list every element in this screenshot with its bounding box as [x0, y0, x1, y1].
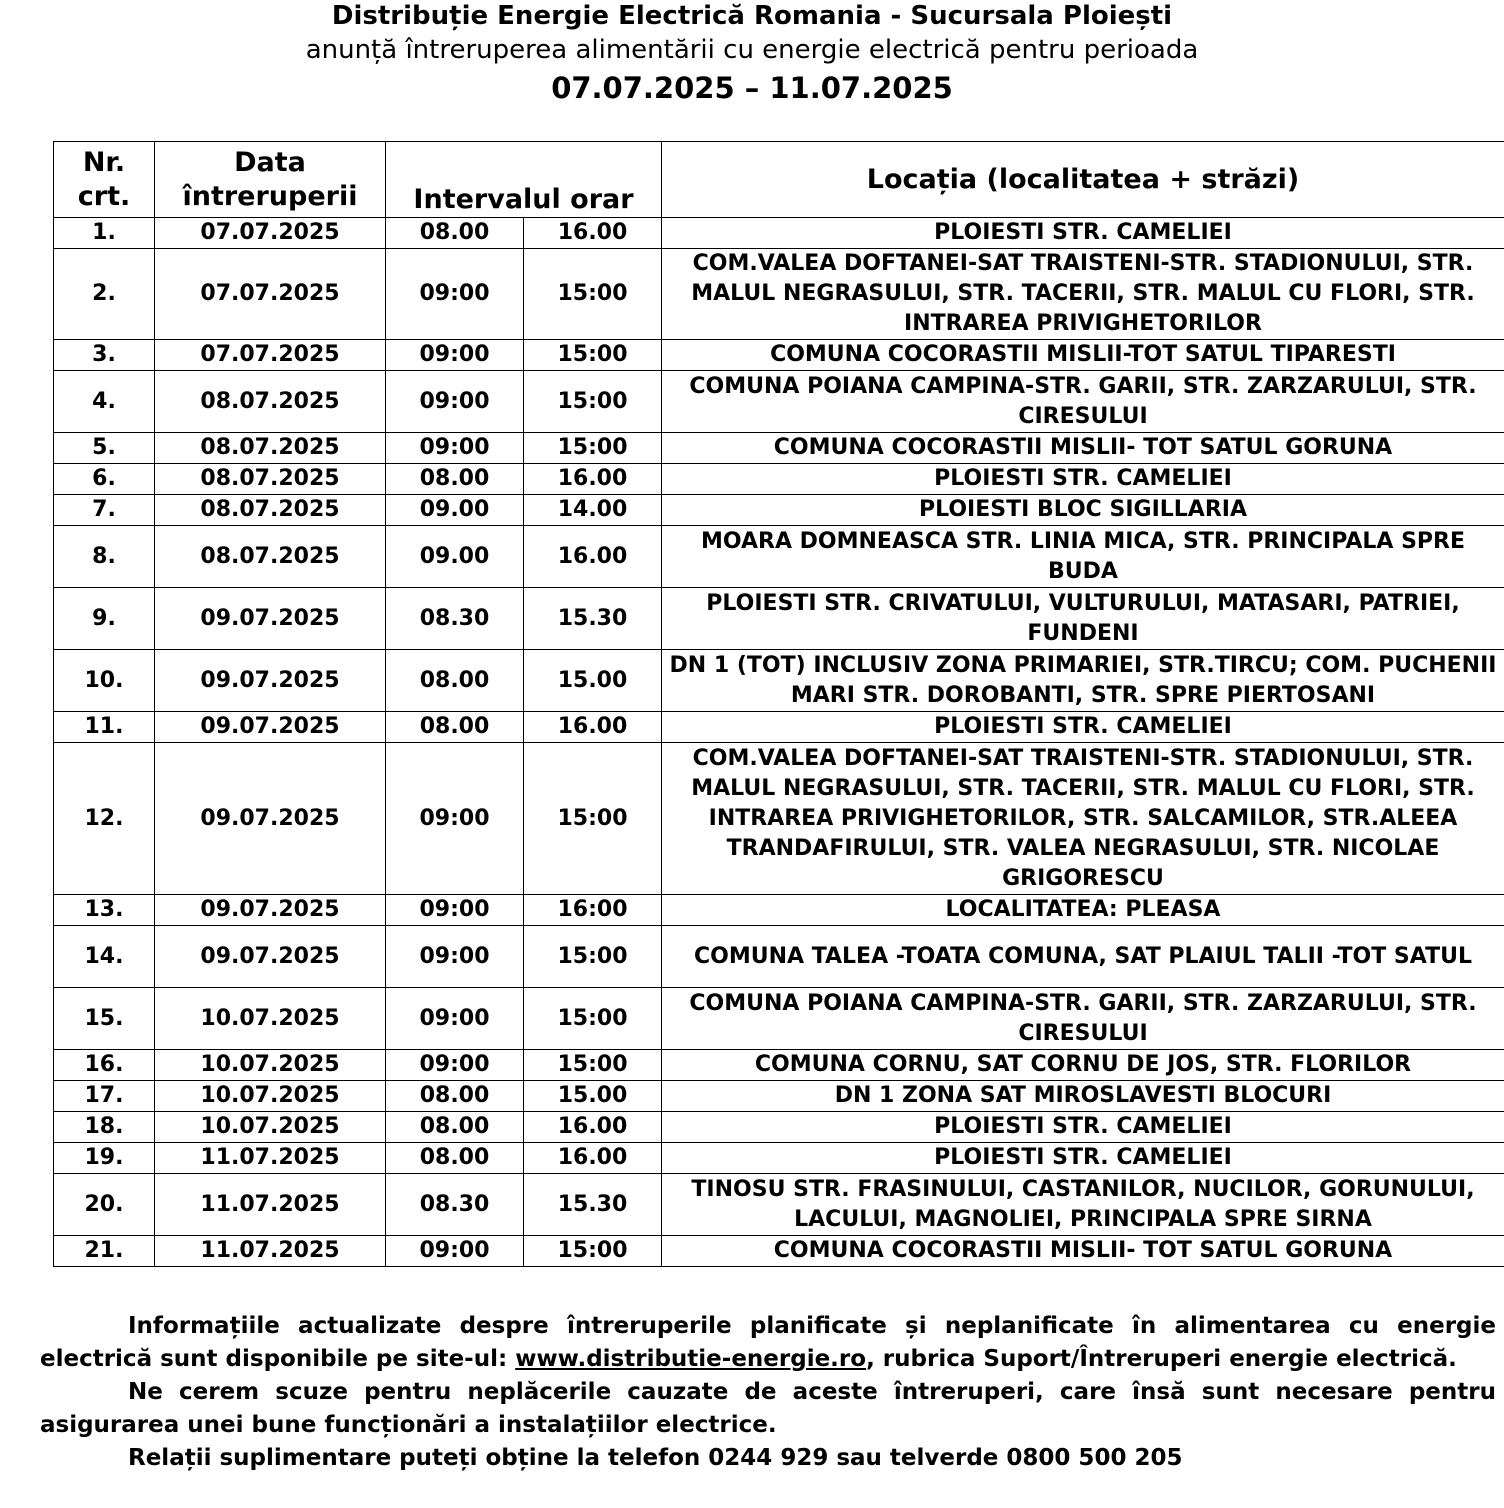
cell-date: 10.07.2025 — [155, 1050, 386, 1081]
cell-start-time: 08.00 — [386, 1112, 524, 1143]
cell-nr: 13. — [54, 895, 155, 926]
cell-nr: 16. — [54, 1050, 155, 1081]
cell-start-time: 08.00 — [386, 218, 524, 249]
cell-end-time: 16.00 — [524, 526, 662, 588]
table-row — [54, 340, 1504, 371]
cell-end-time: 15:00 — [524, 249, 662, 340]
cell-date: 07.07.2025 — [155, 218, 386, 249]
cell-nr: 6. — [54, 464, 155, 495]
cell-date: 08.07.2025 — [155, 526, 386, 588]
table-row — [54, 1236, 1504, 1267]
cell-start-time: 09:00 — [386, 433, 524, 464]
document-title: Distribuție Energie Electrică Romania - Sucursala Ploiești — [331, 1, 1173, 31]
cell-end-time: 16.00 — [524, 1112, 662, 1143]
cell-location: PLOIESTI STR. CRIVATULUI, VULTURULUI, MATASARI, PATRIEI, FUNDENI — [662, 588, 1504, 650]
footer-notes — [40, 1310, 1496, 1475]
cell-location: PLOIESTI STR. CAMELIEI — [662, 1112, 1504, 1143]
cell-location: COMUNA TALEA -TOATA COMUNA, SAT PLAIUL TALII -TOT SATUL — [662, 926, 1504, 988]
cell-nr: 1. — [54, 218, 155, 249]
cell-end-time: 15:00 — [524, 433, 662, 464]
document-period: 07.07.2025 – 11.07.2025 — [551, 71, 953, 105]
cell-start-time: 08.30 — [386, 1174, 524, 1236]
cell-start-time: 09:00 — [386, 1236, 524, 1267]
cell-end-time: 15:00 — [524, 340, 662, 371]
cell-end-time: 15.30 — [524, 588, 662, 650]
cell-location: LOCALITATEA: PLEASA — [662, 895, 1504, 926]
cell-date: 08.07.2025 — [155, 464, 386, 495]
header-nr: Nr. crt. — [54, 142, 155, 218]
table-row — [54, 371, 1504, 433]
cell-nr: 19. — [54, 1143, 155, 1174]
table-header-row — [54, 142, 1504, 218]
cell-end-time: 15:00 — [524, 1236, 662, 1267]
cell-nr: 14. — [54, 926, 155, 988]
cell-end-time: 16:00 — [524, 895, 662, 926]
cell-nr: 9. — [54, 588, 155, 650]
cell-start-time: 09:00 — [386, 743, 524, 895]
cell-nr: 18. — [54, 1112, 155, 1143]
cell-date: 09.07.2025 — [155, 926, 386, 988]
table-row — [54, 712, 1504, 743]
cell-location: DN 1 (TOT) INCLUSIV ZONA PRIMARIEI, STR.TIRCU; COM. PUCHENII MARI STR. DOROBANTI, STR. SPRE PIERTOSANI — [662, 650, 1504, 712]
cell-start-time: 08.00 — [386, 650, 524, 712]
cell-end-time: 15:00 — [524, 926, 662, 988]
cell-end-time: 15.30 — [524, 1174, 662, 1236]
footer-info-text: Informațiile actualizate despre întreruperile planificate și neplanificate în alimentarea cu energie electrică sunt disponibile pe site-ul: — [40, 1313, 1496, 1372]
cell-date: 08.07.2025 — [155, 433, 386, 464]
cell-end-time: 15:00 — [524, 371, 662, 433]
cell-date: 09.07.2025 — [155, 650, 386, 712]
table-row — [54, 1081, 1504, 1112]
cell-start-time: 09.00 — [386, 526, 524, 588]
cell-nr: 7. — [54, 495, 155, 526]
cell-location: DN 1 ZONA SAT MIROSLAVESTI BLOCURI — [662, 1081, 1504, 1112]
table-row — [54, 218, 1504, 249]
cell-start-time: 09:00 — [386, 988, 524, 1050]
table-row — [54, 433, 1504, 464]
table-row — [54, 895, 1504, 926]
cell-nr: 2. — [54, 249, 155, 340]
table-row — [54, 249, 1504, 340]
header-interval: Intervalul orar — [386, 142, 662, 218]
cell-location: COMUNA CORNU, SAT CORNU DE JOS, STR. FLORILOR — [662, 1050, 1504, 1081]
cell-end-time: 14.00 — [524, 495, 662, 526]
table-row — [54, 1050, 1504, 1081]
header-data: Data întreruperii — [155, 142, 386, 218]
table-body — [54, 218, 1504, 1267]
cell-location: COMUNA COCORASTII MISLII- TOT SATUL GORUNA — [662, 1236, 1504, 1267]
footer-apology-paragraph: Ne cerem scuze pentru neplăcerile cauzate de aceste întreruperi, care însă sunt necesare pentru asigurarea unei bune funcționări a instalațiilor electrice. — [40, 1379, 1496, 1438]
table-row — [54, 588, 1504, 650]
website-link[interactable]: www.distributie-energie.ro — [515, 1346, 867, 1372]
cell-date: 11.07.2025 — [155, 1236, 386, 1267]
cell-date: 08.07.2025 — [155, 495, 386, 526]
cell-location: COMUNA COCORASTII MISLII-TOT SATUL TIPARESTI — [662, 340, 1504, 371]
cell-nr: 4. — [54, 371, 155, 433]
cell-nr: 17. — [54, 1081, 155, 1112]
cell-start-time: 08.00 — [386, 1143, 524, 1174]
cell-start-time: 09:00 — [386, 371, 524, 433]
cell-nr: 11. — [54, 712, 155, 743]
cell-start-time: 08.00 — [386, 1081, 524, 1112]
cell-date: 11.07.2025 — [155, 1143, 386, 1174]
cell-start-time: 09.00 — [386, 495, 524, 526]
cell-nr: 15. — [54, 988, 155, 1050]
cell-location: PLOIESTI STR. CAMELIEI — [662, 218, 1504, 249]
cell-start-time: 08.00 — [386, 464, 524, 495]
cell-location: MOARA DOMNEASCA STR. LINIA MICA, STR. PRINCIPALA SPRE BUDA — [662, 526, 1504, 588]
cell-location: PLOIESTI BLOC SIGILLARIA — [662, 495, 1504, 526]
cell-date: 09.07.2025 — [155, 895, 386, 926]
table-row — [54, 1112, 1504, 1143]
footer-info-text-end: , rubrica Suport/Întreruperi energie electrică. — [866, 1346, 1457, 1372]
cell-end-time: 16.00 — [524, 218, 662, 249]
cell-end-time: 16.00 — [524, 712, 662, 743]
cell-date: 10.07.2025 — [155, 988, 386, 1050]
cell-start-time: 09:00 — [386, 926, 524, 988]
header-locatia: Locația (localitatea + străzi) — [662, 142, 1504, 218]
cell-date: 07.07.2025 — [155, 249, 386, 340]
cell-nr: 12. — [54, 743, 155, 895]
cell-date: 07.07.2025 — [155, 340, 386, 371]
cell-date: 09.07.2025 — [155, 588, 386, 650]
table-row — [54, 464, 1504, 495]
table-row — [54, 650, 1504, 712]
cell-location: COMUNA COCORASTII MISLII- TOT SATUL GORUNA — [662, 433, 1504, 464]
cell-nr: 3. — [54, 340, 155, 371]
cell-date: 09.07.2025 — [155, 743, 386, 895]
cell-date: 10.07.2025 — [155, 1112, 386, 1143]
cell-end-time: 15:00 — [524, 988, 662, 1050]
table-row — [54, 988, 1504, 1050]
cell-location: COMUNA POIANA CAMPINA-STR. GARII, STR. ZARZARULUI, STR. CIRESULUI — [662, 988, 1504, 1050]
cell-date: 08.07.2025 — [155, 371, 386, 433]
cell-start-time: 08.00 — [386, 712, 524, 743]
table-row — [54, 495, 1504, 526]
cell-location: PLOIESTI STR. CAMELIEI — [662, 712, 1504, 743]
cell-date: 11.07.2025 — [155, 1174, 386, 1236]
table-row — [54, 743, 1504, 895]
footer-info-paragraph — [40, 1310, 1496, 1376]
cell-nr: 21. — [54, 1236, 155, 1267]
table-row — [54, 1174, 1504, 1236]
cell-start-time: 08.30 — [386, 588, 524, 650]
cell-nr: 10. — [54, 650, 155, 712]
cell-end-time: 16.00 — [524, 464, 662, 495]
cell-start-time: 09:00 — [386, 1050, 524, 1081]
cell-end-time: 15.00 — [524, 650, 662, 712]
cell-nr: 20. — [54, 1174, 155, 1236]
cell-end-time: 15:00 — [524, 743, 662, 895]
footer-contact-paragraph: Relații suplimentare puteți obține la telefon 0244 929 sau telverde 0800 500 205 — [128, 1445, 1183, 1471]
cell-end-time: 15:00 — [524, 1050, 662, 1081]
cell-location: PLOIESTI STR. CAMELIEI — [662, 464, 1504, 495]
outage-table — [53, 141, 1504, 1267]
cell-location: TINOSU STR. FRASINULUI, CASTANILOR, NUCILOR, GORUNULUI, LACULUI, MAGNOLIEI, PRINCIPALA SPRE SIRNA — [662, 1174, 1504, 1236]
cell-location: COM.VALEA DOFTANEI-SAT TRAISTENI-STR. STADIONULUI, STR. MALUL NEGRASULUI, STR. TACERII, STR. MALUL CU FLORI, STR. INTRAREA PRIVIGHETORILOR — [662, 249, 1504, 340]
cell-location: COM.VALEA DOFTANEI-SAT TRAISTENI-STR. STADIONULUI, STR. MALUL NEGRASULUI, STR. TACERII, STR. MALUL CU FLORI, STR. INTRAREA PRIVIGHETORILOR, STR. SALCAMILOR, STR.ALEEA TRANDAFIRULUI, STR. VALEA NEGRASULUI, STR. NICOLAE GRIGORESCU — [662, 743, 1504, 895]
cell-nr: 5. — [54, 433, 155, 464]
cell-location: PLOIESTI STR. CAMELIEI — [662, 1143, 1504, 1174]
cell-start-time: 09:00 — [386, 895, 524, 926]
cell-location: COMUNA POIANA CAMPINA-STR. GARII, STR. ZARZARULUI, STR. CIRESULUI — [662, 371, 1504, 433]
document-subtitle: anunță întreruperea alimentării cu energie electrică pentru perioada — [305, 35, 1199, 65]
cell-start-time: 09:00 — [386, 249, 524, 340]
table-row — [54, 926, 1504, 988]
cell-end-time: 16.00 — [524, 1143, 662, 1174]
cell-start-time: 09:00 — [386, 340, 524, 371]
table-row — [54, 1143, 1504, 1174]
cell-date: 09.07.2025 — [155, 712, 386, 743]
cell-end-time: 15.00 — [524, 1081, 662, 1112]
table-row — [54, 526, 1504, 588]
cell-date: 10.07.2025 — [155, 1081, 386, 1112]
cell-nr: 8. — [54, 526, 155, 588]
